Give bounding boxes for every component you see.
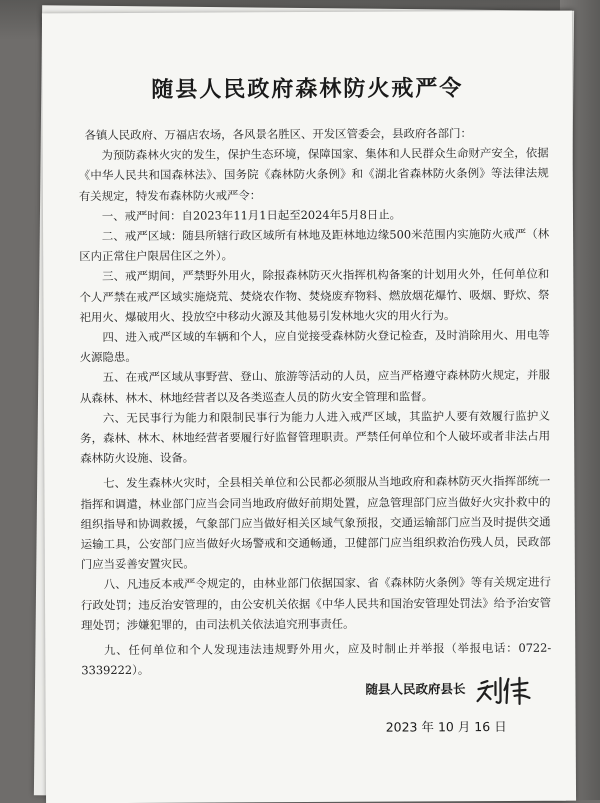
signature-title: 随县人民政府县长 bbox=[365, 681, 466, 697]
paragraph-5: 五、在戒严区域从事野营、登山、旅游等活动的人员，应当严格遵守森林防火规定，并服从森林、林木、林地经营者以及各类巡查人员的防火安全管理和监督。 bbox=[79, 368, 550, 405]
paragraph-preamble: 为预防森林火灾的发生，保护生态环境，保障国家、集体和人民群众生命财产安全，依据《中华人民共和国森林法》、国务院《森林防火条例》和《湖北省森林防火条例》等法律法规有关规定，特发布森林防火戒严令： bbox=[78, 145, 549, 203]
document-body bbox=[79, 123, 552, 681]
handwritten-signature bbox=[475, 673, 533, 707]
document-sheet bbox=[42, 11, 576, 803]
paragraph-1: 一、戒严时间：自2023年11月1日起至2024年5月8日止。 bbox=[101, 207, 402, 223]
paragraph-7: 七、发生森林火灾时，全县相关单位和公民都必须服从当地政府和森林防灭火指挥部统一指挥和调遣，林业部门应当会同当地政府做好前期处置，应急管理部门应当做好火灾扑救中的组织指导和协调救援，气象部门应当做好相关区域气象预报，交通运输部门应当及时提供交通运输工具，公安部门应当做好火场警戒和交通畅通，卫健部门应当组织救治伤残人员，民政部门应当妥善安置灾民。 bbox=[80, 474, 551, 572]
paragraph-2: 二、戒严区域：随县所辖行政区域所有林地及距林地边缘500米范围内实施防火戒严（林区内正常住户限居住区之外）。 bbox=[79, 226, 550, 264]
issue-date: 2023 年 10 月 16 日 bbox=[385, 718, 507, 735]
paragraph-6: 六、无民事行为能力和限制民事行为能力人进入戒严区域，其监护人要有效履行监护义务，森林、林木、林地经营者要履行好监督管理职责。严禁任何单位和个人破坏或者非法占用森林防火设施、设备。 bbox=[80, 408, 551, 466]
salutation: 各镇人民政府、万福店农场，各风景名胜区、开发区管委会，县政府各部门： bbox=[84, 126, 472, 143]
paragraph-4: 四、进入戒严区域的车辆和个人，应自觉接受森林防火登记检查，及时消除用火、用电等火源隐患。 bbox=[79, 327, 550, 365]
document-title: 随县人民政府森林防火戒严令 bbox=[151, 76, 464, 103]
paragraph-8: 八、凡违反本戒严令规定的，由林业部门依据国家、省《森林防火条例》等有关规定进行行政处罚；违反治安管理的，由公安机关依据《中华人民共和国治安管理处罚法》给予治安管理处罚；涉嫌犯罪的，由司法机关依法追究刑事责任。 bbox=[80, 575, 552, 633]
paragraph-9: 九、任何单位和个人发现违法违规野外用火，应及时制止并举报（举报电话：0722-3339222）。 bbox=[81, 640, 552, 678]
paragraph-3: 三、戒严期间，严禁野外用火，除报森林防灭火指挥机构备案的计划用火外，任何单位和个人严禁在戒严区域实施烧荒、焚烧农作物、焚烧废弃物料、燃放烟花爆竹、吸烟、野炊、祭祀用火、爆破用火、投放空中移动火源及其他易引发林地火灾的用火行为。 bbox=[79, 267, 550, 325]
